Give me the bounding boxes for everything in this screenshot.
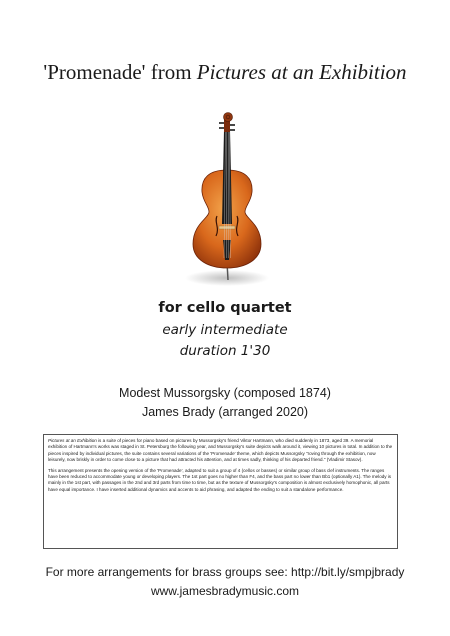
instrumentation-line: for cello quartet: [158, 300, 292, 316]
title-work-name: Pictures at an Exhibition: [196, 60, 407, 84]
program-note-text-1: is a suite of pieces for piano based on pictures by Mussorgsky's friend Viktor Hartmann, who died suddenly in 1873, aged 39. A memorial exhibition of Hartmann's works was staged in St. Petersburg the following year, and Mussorgsky's suite depicts walk around it, viewing 10 pictures in total. In addition to the pieces inspired by individual pictures, the suite contains several variations of the 'Promenade' theme, which depicts Mussorgsky "roving through the exhibition, now leisurely, now briskly in order to come close to a picture that had attracted his attention, and at times sadly, thinking of his departed friend." (Vladimir Stasov).: [48, 438, 393, 463]
duration-line: duration 1'30: [179, 343, 271, 359]
program-note-paragraph-1: [48, 438, 393, 464]
title-prefix: 'Promenade' from: [43, 60, 197, 84]
cello-illustration: [171, 112, 283, 288]
program-notes-box: [43, 434, 398, 549]
page-title: [0, 60, 450, 85]
difficulty-line: early intermediate: [162, 322, 288, 338]
program-note-work-title: Pictures at an Exhibition: [48, 438, 97, 443]
arranger-credit: James Brady (arranged 2020): [141, 405, 309, 419]
program-note-paragraph-2: This arrangement presents the opening version of the 'Promenade', adapted to suit a group of 4 (cellos or basses) or similar group of bass clef instruments. The ranges have been reduced to accommodate young or developing players. The 1st part goes no higher than F4, and the bass part no lower than Bb1 (optionally A1). The melody is mainly in the 1st part, with passages in the 2nd and 3rd parts from time to time, but as the texture of Mussorgsky's composition is almost exclusively homophonic, all parts have equal importance. I have inserted additional dynamics and accents to aid phrasing, and adapted the ending to suit a standalone performance.: [48, 467, 392, 492]
more-arrangements-line: For more arrangements for brass groups see: http://bit.ly/smpjbrady: [45, 565, 405, 579]
composer-credit: Modest Mussorgsky (composed 1874): [119, 386, 331, 400]
website-link[interactable]: www.jamesbradymusic.com: [150, 584, 300, 598]
